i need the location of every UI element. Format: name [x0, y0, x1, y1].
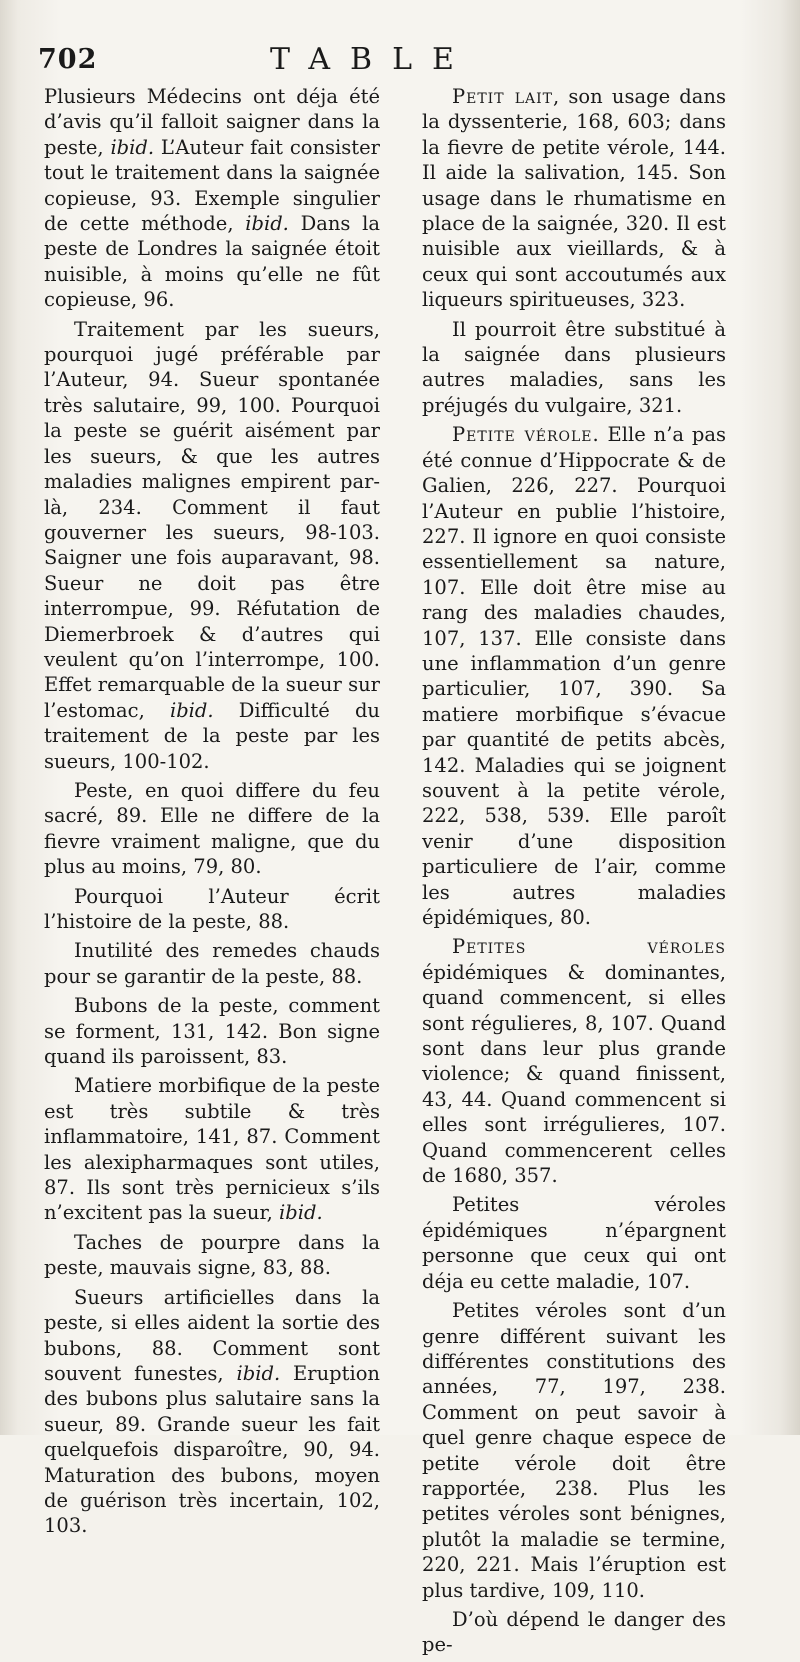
entry-text: Traitement par les sueurs, pourquoi jugé préférable par l’Auteur, 94. Sueur spontanée très salutaire, 99, 100. Pourquoi la peste se guérit aisément par les sueurs, & que les autres maladies malignes empirent par-là, 234. Comment il faut gouverner les sueurs, 98-103. Saigner une fois auparavant, 98. Sueur ne doit pas être interrompue, 99. Réfutation de Diemerbroek & d’autres qui veulent qu’on l’interrompe, 100. Effet remarquable de la sueur sur l’estomac, [44, 317, 380, 722]
index-entry [422, 422, 726, 930]
ibid-reference: ibid. [236, 1361, 281, 1385]
index-entry [44, 778, 380, 880]
entry-text: Dans la peste de Londres la saignée étoit nuisible, à moins qu’elle ne fût copieuse, 96. [44, 212, 380, 312]
entry-text: Taches de pourpre dans la peste, mauvais signe, 83, 88. [44, 1230, 380, 1280]
entry-text: D’où dépend le danger des pe- [422, 1607, 726, 1657]
ibid-reference: ibid. [245, 212, 289, 236]
entry-text: Inutilité des remedes chauds pour se garantir de la peste, 88. [44, 939, 380, 988]
page-header [38, 40, 738, 84]
entry-text: Sueurs artificielles dans la peste, si elles aident la sortie des bubons, 88. Comment sont souvent funestes, [44, 1285, 380, 1385]
entry-text: Elle n’a pas été connue d’Hippocrate & de Galien, 226, 227. Pourquoi l’Auteur en publie l’histoire, 227. Il ignore en quoi consiste essentiellement sa nature, 107. Elle doit être mise au rang des maladies chaudes, 107, 137. Elle consiste dans une inflammation d’un genre particulier, 107, 390. Sa matiere morbifique s’évacue par quantité de petits abcès, 142. Maladies qui se joignent souvent à la petite vérole, 222, 538, 539. Elle paroît venir d’une disposition particuliere de l’air, comme les autres maladies épidémiques, 80. [422, 423, 726, 929]
index-entry [422, 934, 726, 1188]
entry-heading: Petite vérole. [452, 423, 600, 447]
entry-text: Petites véroles sont d’un genre différent suivant les différentes constitutions des années, 77, 197, 238. Comment on peut savoir à quel genre chaque espece de petite vérole doit être rapportée, 238. Plus les petites véroles sont bénignes, plutôt la maladie se termine, 220, 221. Mais l’éruption est plus tardive, 109, 110. [422, 1299, 726, 1602]
entry-heading: Petites véroles [452, 935, 726, 959]
entry-text: Peste, en quoi differe du feu sacré, 89. Elle ne differe de la fievre vraiment maligne, que du plus au moins, 79, 80. [44, 778, 380, 879]
entry-text: Pourquoi l’Auteur écrit l’histoire de la peste, 88. [44, 884, 380, 933]
index-entry [44, 1073, 380, 1225]
ibid-reference: ibid. [110, 135, 155, 159]
index-entry [44, 884, 380, 935]
index-entry [422, 1298, 726, 1603]
entry-heading: Petit lait [452, 85, 554, 108]
index-entry [44, 317, 380, 774]
entry-text: , son usage dans la dyssenterie, 168, 603; dans la fievre de petite vérole, 144. Il aide la salivation, 145. Son usage dans le rhumatisme en place de la saignée, 320. Il est nuisible aux vieillards, & à ceux qui sont accoutumés aux liqueurs spiritueuses, 323. [422, 85, 726, 312]
entry-text: Petites véroles épidémiques n’épargnent personne que ceux qui ont déja eu cette maladie, 107. [422, 1193, 726, 1293]
left-column [44, 84, 380, 1543]
ibid-reference: ibid. [279, 1201, 323, 1225]
right-column [422, 84, 726, 1662]
entry-text: Plusieurs Médecins ont déja été d’avis qu’il falloit saigner dans la peste, [44, 85, 380, 159]
index-entry [422, 1607, 726, 1658]
index-entry [44, 993, 380, 1069]
page-number: 702 [38, 44, 98, 75]
index-entry [44, 938, 380, 989]
index-entry [422, 84, 726, 313]
index-entry [44, 1285, 380, 1539]
entry-text: Bubons de la peste, comment se forment, 131, 142. Bon signe quand ils paroissent, 83. [44, 994, 380, 1069]
index-entry [44, 1230, 380, 1281]
entry-text: Difficulté du traitement de la peste par les sueurs, 100-102. [44, 698, 380, 773]
index-entry [422, 317, 726, 419]
entry-text: Il pourroit être substitué à la saignée dans plusieurs autres maladies, sans les préjugés du vulgaire, 321. [422, 317, 726, 417]
running-title: TABLE [270, 42, 474, 77]
entry-text: Eruption des bubons plus salutaire sans la sueur, 89. Grande sueur les fait quelquefois disparoître, 90, 94. Maturation des bubons, moyen de guérison très incertain, 102, 103. [44, 1361, 380, 1538]
entry-text: Matiere morbifique de la peste est très subtile & très inflammatoire, 141, 87. Comment les alexipharmaques sont utiles, 87. Ils sont très pernicieux s’ils n’excitent pas la sueur, [44, 1074, 381, 1225]
entry-text: épidémiques & dominantes, quand commencent, si elles sont régulieres, 8, 107. Quand sont dans leur plus grande violence; & quand finissent, 43, 44. Quand commencent si elles sont irrégulieres, 107. Quand commencerent celles de 1680, 357. [422, 960, 726, 1188]
index-entry [44, 84, 380, 313]
ibid-reference: ibid. [169, 698, 214, 722]
entry-text: L’Auteur fait consister tout le traitement dans la saignée copieuse, 93. Exemple singulier de cette méthode, [44, 135, 380, 236]
index-entry [422, 1192, 726, 1294]
